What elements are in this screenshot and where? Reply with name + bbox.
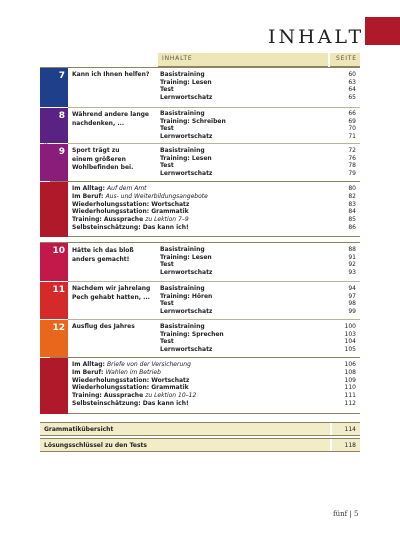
header-seite-label: SEITE — [336, 55, 357, 62]
page-number: 97 — [348, 292, 356, 300]
lesson-number: 7 — [58, 71, 65, 81]
review-wdh-grammatik[interactable]: Wiederholungsstation: Grammatik — [72, 384, 189, 392]
lesson-8-items — [160, 110, 226, 140]
item-training[interactable]: Training: Schreiben — [160, 117, 226, 125]
item-basistraining[interactable]: Basistraining — [160, 147, 205, 154]
page-number: 86 — [348, 223, 356, 231]
page-number: 70 — [348, 125, 356, 133]
review-beruf[interactable]: Im Beruf: Aus- und Weiterbildungsangebote — [72, 192, 208, 200]
page-title: INHALT — [268, 26, 365, 48]
item-basistraining[interactable]: Basistraining — [160, 246, 205, 253]
lesson-number: 10 — [52, 246, 65, 256]
page-number: 108 — [344, 368, 356, 376]
page-number: 84 — [348, 208, 356, 216]
lesson-7-title[interactable]: Kann ich Ihnen helfen? — [72, 71, 150, 78]
lesson-10-pages — [332, 246, 356, 276]
page-number: 63 — [348, 78, 356, 86]
lesson-8-strip — [40, 108, 50, 143]
modul-3-review-cell — [50, 182, 68, 237]
page-number: 91 — [348, 253, 356, 261]
review-aussprache[interactable]: Training: Aussprache zu Lektion 7–9 — [72, 216, 189, 224]
lesson-number: 9 — [58, 147, 65, 157]
appendix-page: 118 — [344, 442, 356, 449]
lesson-12-strip — [40, 320, 50, 357]
page-number: 104 — [344, 338, 356, 346]
page-number: 85 — [348, 216, 356, 224]
review-selbsteinschaetzung[interactable]: Selbsteinschätzung: Das kann ich! — [72, 223, 189, 231]
page-number: 92 — [348, 261, 356, 269]
lesson-9-strip — [40, 144, 50, 181]
review-beruf[interactable]: Im Beruf: Wahlen im Betrieb — [72, 368, 161, 376]
lesson-number: 12 — [52, 323, 65, 333]
page-number: 79 — [348, 169, 356, 177]
page-number: 80 — [348, 185, 356, 192]
lesson-11-items — [160, 285, 212, 315]
lesson-9-number-cell — [50, 144, 68, 181]
item-lernwortschatz[interactable]: Lernwortschatz — [160, 345, 213, 353]
page-number: 60 — [348, 71, 356, 78]
lesson-9-title[interactable]: Sport trägt zu einem größeren Wohlbefinden bei. — [72, 147, 134, 171]
review-alltag[interactable]: Im Alltag: Auf dem Amt — [72, 185, 147, 192]
page-number: 83 — [348, 200, 356, 208]
item-test[interactable]: Test — [160, 300, 174, 308]
lesson-11-title[interactable]: Nachdem wir jahrelang Pech gehabt hatten, ... — [72, 285, 151, 301]
appendix-label: Grammatikübersicht — [44, 426, 114, 433]
page-footer — [333, 510, 359, 518]
item-basistraining[interactable]: Basistraining — [160, 323, 205, 330]
item-test[interactable]: Test — [160, 261, 174, 269]
review-wdh-grammatik[interactable]: Wiederholungsstation: Grammatik — [72, 208, 189, 216]
footer-word: fünf — [333, 510, 348, 518]
appendix-label: Lösungsschlüssel zu den Tests — [44, 442, 147, 449]
page-number: 64 — [348, 86, 356, 94]
item-lernwortschatz[interactable]: Lernwortschatz — [160, 169, 213, 177]
item-basistraining[interactable]: Basistraining — [160, 110, 205, 117]
item-basistraining[interactable]: Basistraining — [160, 71, 205, 78]
lesson-number: 8 — [58, 111, 65, 121]
page-number: 112 — [344, 399, 356, 407]
item-training[interactable]: Training: Lesen — [160, 253, 212, 261]
page-number: 100 — [344, 323, 356, 330]
lesson-7-pages — [332, 71, 356, 101]
page-number: 78 — [348, 162, 356, 170]
item-training[interactable]: Training: Lesen — [160, 78, 212, 86]
item-training[interactable]: Training: Hören — [160, 292, 213, 300]
page-number: 82 — [348, 192, 356, 200]
row-divider — [50, 357, 360, 358]
page-number: 109 — [344, 376, 356, 384]
lesson-12-items — [160, 323, 224, 353]
footer-separator: | — [349, 510, 352, 518]
item-lernwortschatz[interactable]: Lernwortschatz — [160, 93, 213, 101]
header-seite — [330, 53, 360, 67]
modul-4-review-cell — [50, 358, 68, 414]
review-alltag[interactable]: Im Alltag: Briefe von der Versicherung — [72, 361, 191, 368]
page-number: 103 — [344, 330, 356, 338]
lesson-number: 11 — [52, 285, 65, 295]
lesson-12-number-cell — [50, 320, 68, 357]
modul-4-review-items — [72, 361, 196, 408]
lesson-8-pages — [332, 110, 356, 140]
item-lernwortschatz[interactable]: Lernwortschatz — [160, 268, 213, 276]
review-selbsteinschaetzung[interactable]: Selbsteinschätzung: Das kann ich! — [72, 399, 189, 407]
column-gap — [330, 439, 332, 451]
page-number: 93 — [348, 268, 356, 276]
modul-4-review-strip — [40, 358, 50, 414]
modul-3-review-strip — [40, 182, 50, 237]
item-basistraining[interactable]: Basistraining — [160, 285, 205, 292]
footer-page-number: 5 — [354, 510, 359, 518]
row-divider — [68, 319, 360, 320]
lesson-10-title[interactable]: Hätte ich das bloß anders gemacht! — [72, 247, 134, 263]
modul-4-review-pages — [332, 361, 356, 408]
title-color-block — [365, 17, 400, 45]
page-number: 106 — [344, 361, 356, 368]
lesson-9-items — [160, 147, 212, 177]
page-number: 111 — [344, 392, 356, 400]
row-divider — [68, 143, 360, 144]
lesson-10-items — [160, 246, 212, 276]
lesson-11-pages — [332, 285, 356, 315]
modul-3-review-pages — [332, 185, 356, 232]
page-number: 65 — [348, 93, 356, 101]
row-divider — [68, 107, 360, 108]
item-training[interactable]: Training: Sprechen — [160, 330, 224, 338]
item-training[interactable]: Training: Lesen — [160, 154, 212, 162]
row-divider — [50, 181, 360, 182]
page-number: 66 — [348, 110, 356, 117]
modul-3-review-items — [72, 185, 208, 232]
page-number: 99 — [348, 307, 356, 315]
header-inhalte — [158, 53, 328, 67]
appendix-grammatikuebersicht[interactable] — [40, 422, 360, 436]
lesson-8-number-cell — [50, 108, 68, 143]
page-number: 71 — [348, 132, 356, 140]
lesson-10-number-cell — [50, 243, 68, 281]
lesson-11-number-cell — [50, 282, 68, 319]
page-number: 69 — [348, 117, 356, 125]
lesson-10-strip — [40, 243, 50, 281]
page-number: 72 — [348, 147, 356, 154]
page-number: 105 — [344, 345, 356, 353]
page-number: 98 — [348, 300, 356, 308]
lesson-7-items — [160, 71, 212, 101]
item-lernwortschatz[interactable]: Lernwortschatz — [160, 307, 213, 315]
lesson-8-title[interactable]: Während andere lange nachdenken, ... — [72, 111, 149, 127]
row-divider — [68, 281, 360, 282]
item-test[interactable]: Test — [160, 162, 174, 170]
lesson-7-number-cell — [50, 68, 68, 107]
item-test[interactable]: Test — [160, 86, 174, 94]
lesson-9-pages — [332, 147, 356, 177]
page-number: 94 — [348, 285, 356, 292]
item-test[interactable]: Test — [160, 125, 174, 133]
item-lernwortschatz[interactable]: Lernwortschatz — [160, 132, 213, 140]
lesson-12-title[interactable]: Ausflug des Jahres — [72, 323, 135, 330]
page-number: 88 — [348, 246, 356, 253]
page-number: 76 — [348, 154, 356, 162]
page-number: 110 — [344, 384, 356, 392]
header-inhalte-label: INHALTE — [162, 55, 193, 62]
item-test[interactable]: Test — [160, 338, 174, 346]
review-wdh-wortschatz[interactable]: Wiederholungsstation: Wortschatz — [72, 200, 190, 208]
appendix-loesungsschluessel[interactable] — [40, 438, 360, 452]
lesson-7-strip — [40, 68, 50, 107]
lesson-12-pages — [332, 323, 356, 353]
review-aussprache[interactable]: Training: Aussprache zu Lektion 10–12 — [72, 392, 197, 400]
lesson-11-strip — [40, 282, 50, 319]
review-wdh-wortschatz[interactable]: Wiederholungsstation: Wortschatz — [72, 376, 190, 384]
appendix-page: 114 — [344, 426, 356, 433]
column-gap — [330, 423, 332, 435]
